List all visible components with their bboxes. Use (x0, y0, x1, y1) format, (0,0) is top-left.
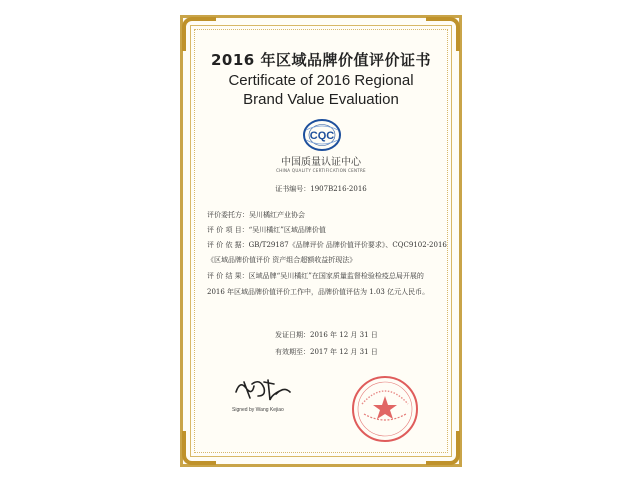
issuer-name-en: CHINA QUALITY CERTIFICATION CENTRE (276, 168, 366, 173)
frame-corner-ornament (182, 17, 216, 51)
issue-date: 发证日期：2016 年 12 月 31 日 (275, 331, 378, 339)
certificate-title-en-line1: Certificate of 2016 Regional (228, 72, 414, 89)
certificate-fields (207, 208, 447, 300)
frame-corner-ornament (182, 431, 216, 465)
cqc-logo-icon (302, 118, 342, 152)
field-client: 评价委托方：吴川橘红产业协会 (207, 211, 305, 219)
certificate-title-cn: 2016 年区域品牌价值评价证书 (211, 51, 431, 69)
certificate-title-en (190, 71, 452, 109)
official-seal-icon (350, 374, 420, 444)
expiry-date: 有效期至：2017 年 12 月 31 日 (275, 348, 378, 356)
certificate-number: 证书编号：1907B216-2016 (275, 185, 367, 193)
field-basis-line1: 评 价 依 据：GB/T29187《品牌评价 品牌价值评价要求》、CQC9102-2016 (207, 241, 447, 249)
issuer-name-cn: 中国质量认证中心 (281, 157, 361, 168)
certificate-title-en-line2: Brand Value Evaluation (243, 91, 399, 108)
certificate-dates (275, 327, 445, 361)
field-conclusion: 评 价 结 果：区域品牌“吴川橘红”在国家质量监督检验检疫总局开展的 2016 年区域品牌价值评价工作中，品牌价值评估为 1.03 亿元人民币。 (207, 272, 430, 296)
frame-corner-ornament (426, 17, 460, 51)
logo-text: CQC (309, 130, 335, 142)
signature-caption: Signed by Wang Kejiao (232, 407, 284, 413)
field-item: 评 价 项 目：“吴川橘红”区域品牌价值 (207, 226, 326, 234)
frame-corner-ornament (426, 431, 460, 465)
field-basis-line2: 《区域品牌价值评价 资产组合超额收益折现法》 (207, 256, 357, 264)
signature-icon (230, 374, 294, 404)
